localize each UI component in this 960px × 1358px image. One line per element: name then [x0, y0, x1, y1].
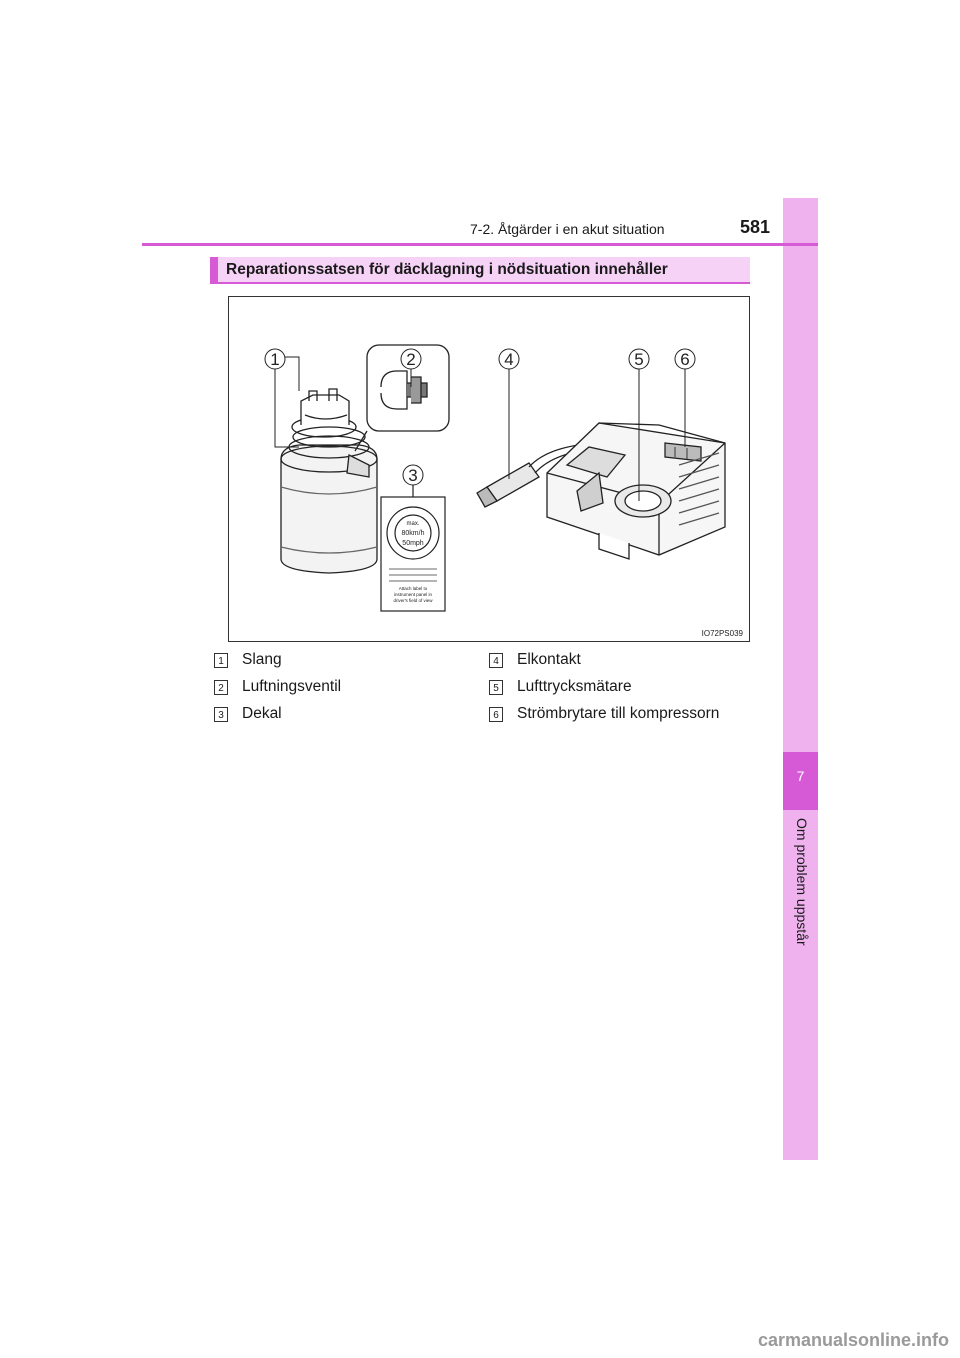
legend-item-5 — [489, 677, 632, 697]
header-divider — [142, 243, 818, 246]
legend-number: 3 — [214, 707, 228, 722]
section-title: 7-2. Åtgärder i en akut situation — [470, 221, 665, 237]
sticker-max: max. — [406, 521, 420, 527]
callout-2: 2 — [406, 350, 416, 369]
repair-kit-illustration — [229, 297, 749, 641]
legend-number: 5 — [489, 680, 503, 695]
callout-4: 4 — [504, 350, 514, 369]
legend-item-2 — [214, 677, 341, 697]
legend-number: 6 — [489, 707, 503, 722]
callout-1: 1 — [270, 350, 280, 369]
side-chapter-tab — [783, 198, 818, 1160]
page-number: 581 — [740, 217, 771, 237]
legend-text: Dekal — [242, 705, 282, 722]
callout-6: 6 — [680, 350, 690, 369]
callout-3: 3 — [408, 466, 418, 485]
sticker-line-2: instrument panel in — [393, 592, 433, 597]
legend-text: Strömbrytare till kompressorn — [517, 705, 720, 722]
legend-text: Luftningsventil — [242, 678, 342, 695]
legend-text: Lufttrycksmätare — [517, 678, 632, 695]
legend-item-4 — [489, 650, 581, 670]
legend-number: 1 — [214, 653, 228, 668]
legend-text: Slang — [242, 651, 282, 668]
watermark: carmanualsonline.info — [758, 1330, 950, 1350]
callout-5: 5 — [634, 350, 644, 369]
sticker-line-1: Attach label to — [398, 586, 428, 591]
legend-item-3 — [214, 704, 282, 724]
legend-text: Elkontakt — [517, 651, 581, 668]
sticker-mph: 50mph — [402, 540, 424, 547]
sealant-bottle — [281, 389, 377, 573]
chapter-number: 7 — [796, 768, 805, 784]
figure-code: IO72PS039 — [701, 629, 743, 638]
section-heading — [210, 257, 750, 284]
sticker-kmh: 80km/h — [401, 530, 425, 537]
legend-number: 4 — [489, 653, 503, 668]
compressor — [547, 423, 725, 559]
chapter-title: Om problem uppstår — [794, 818, 810, 946]
heading-text: Reparationssatsen för däcklagning i nödsituation innehåller — [226, 261, 668, 278]
sticker-line-3: driver's field of view — [393, 598, 433, 603]
legend-item-1 — [214, 650, 282, 670]
legend-item-6 — [489, 704, 719, 724]
warning-sticker — [381, 483, 445, 611]
repair-kit-figure — [228, 296, 750, 642]
legend-number: 2 — [214, 680, 228, 695]
heading-accent-bar — [210, 257, 218, 282]
